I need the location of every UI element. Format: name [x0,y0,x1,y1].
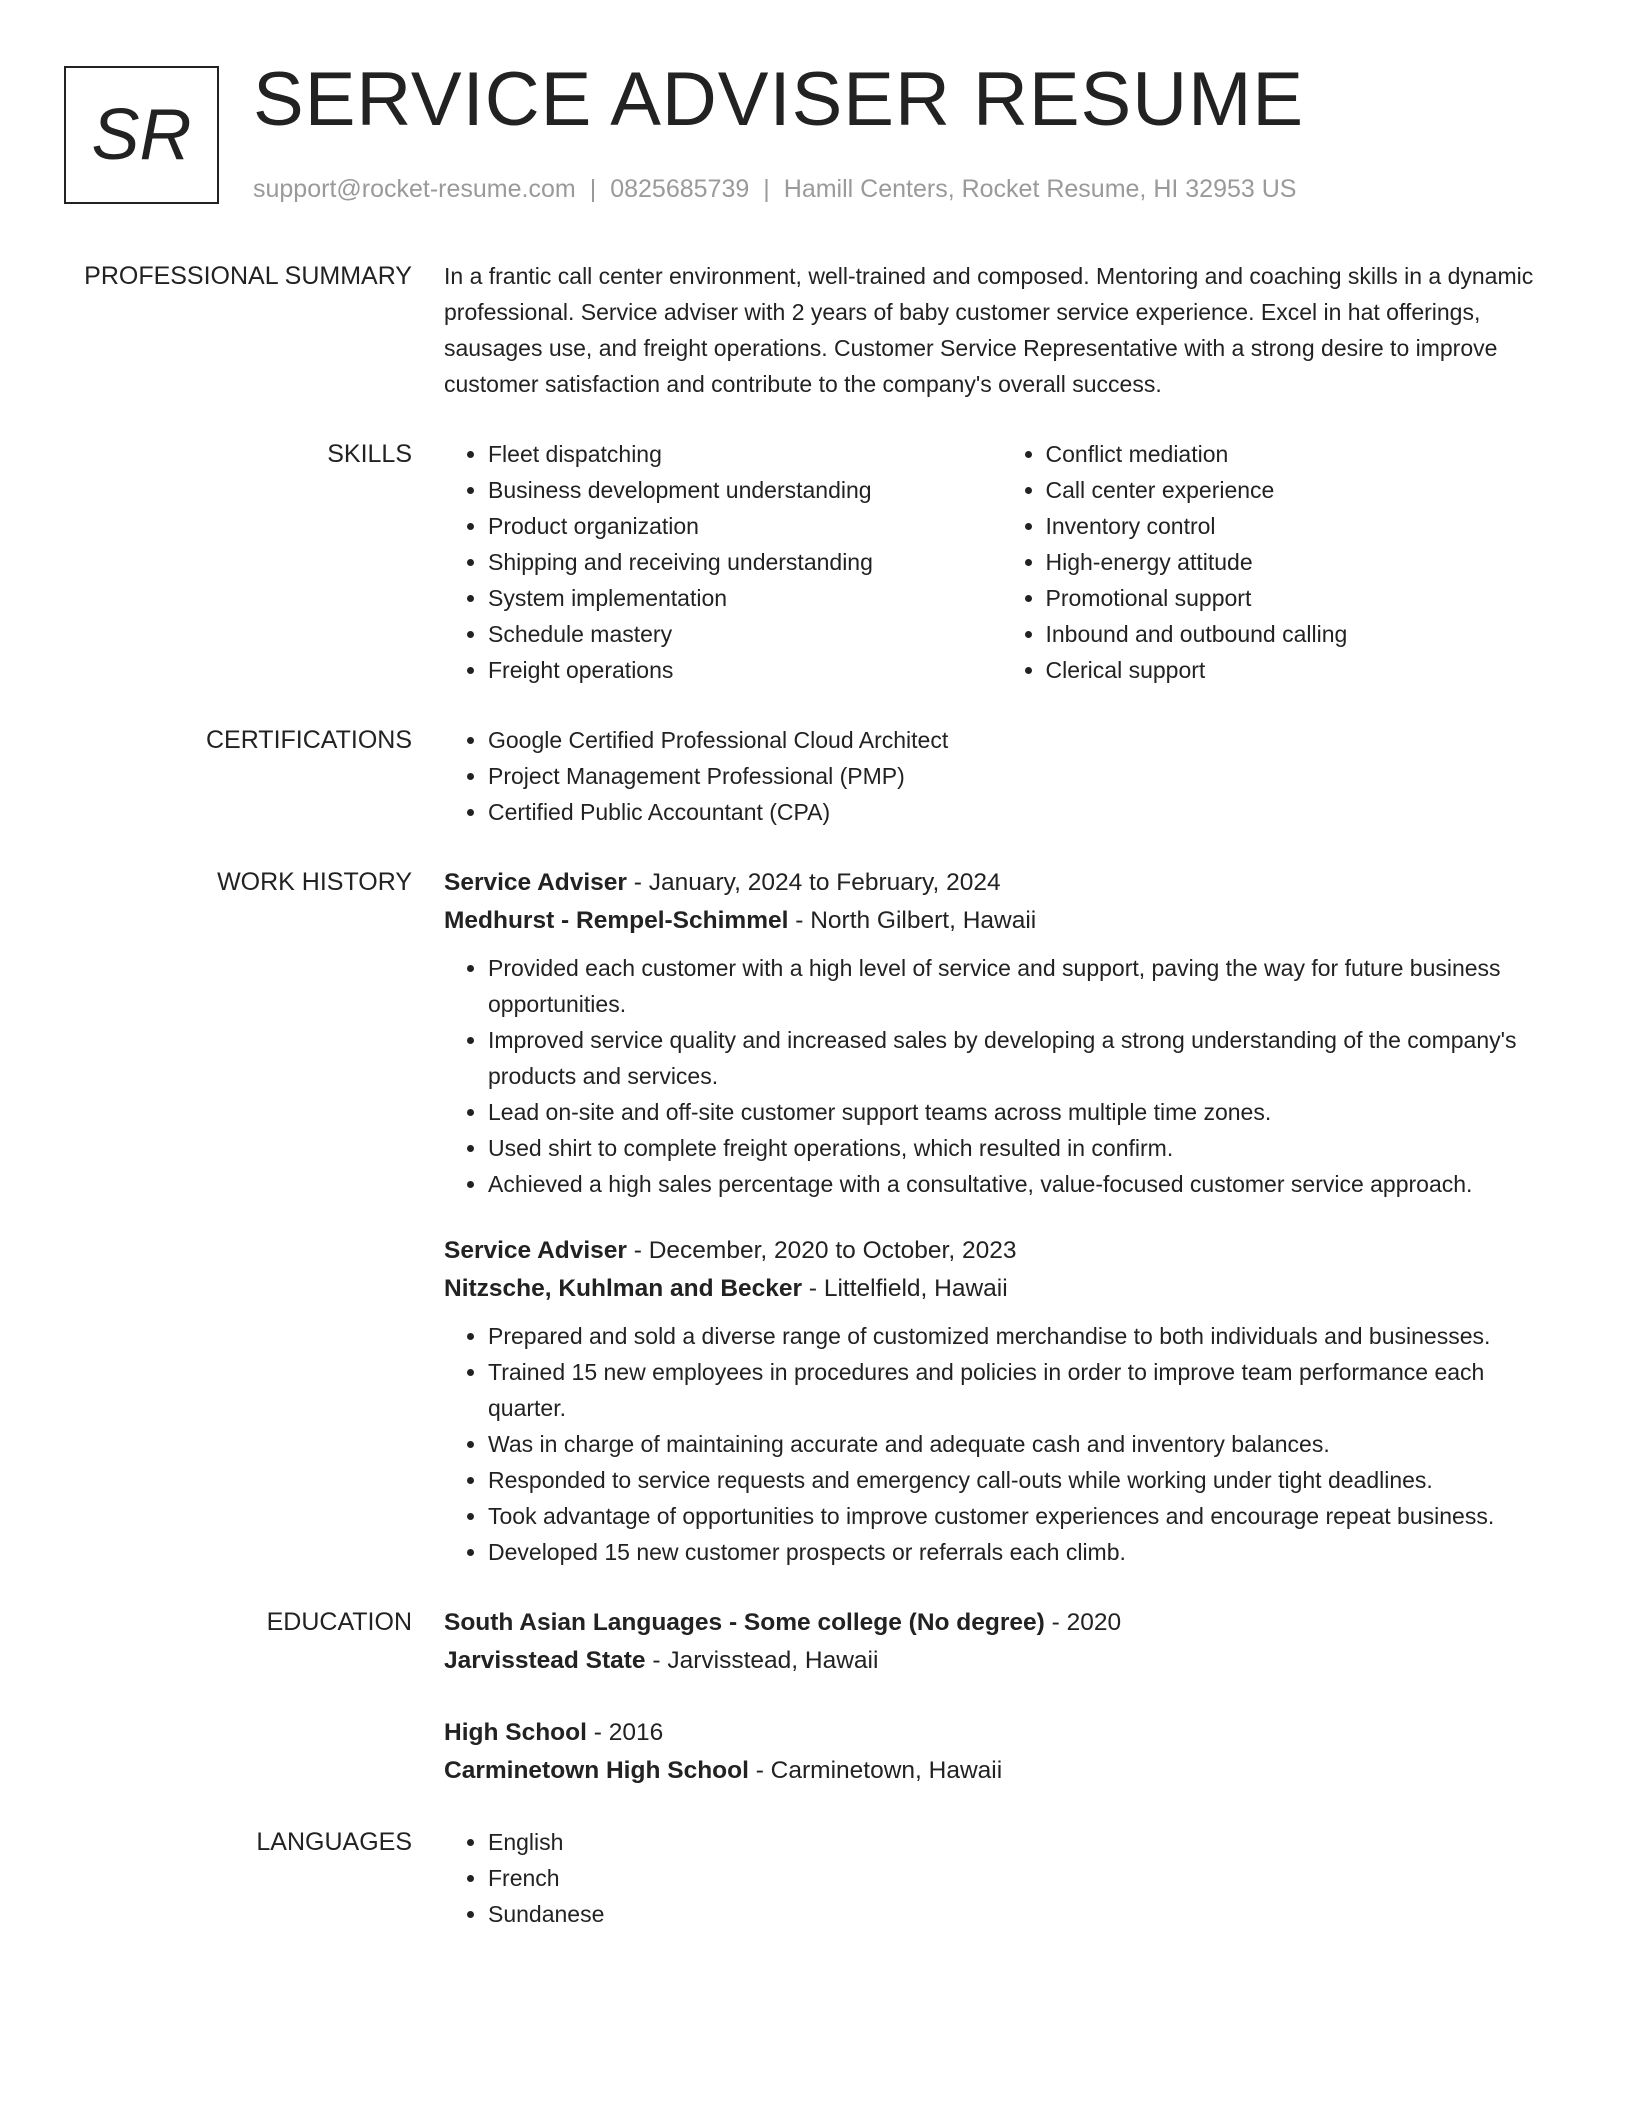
skill-item: • Inbound and outbound calling [1046,616,1560,652]
job-bullet: • Was in charge of maintaining accurate and adequate cash and inventory balances. [488,1426,1559,1462]
certification-item: • Google Certified Professional Cloud Architect [488,722,1559,758]
resume-content [0,258,1632,1966]
section-body [444,1604,1559,1790]
certification-item: • Certified Public Accountant (CPA) [488,794,1559,830]
skill-item: • Fleet dispatching [488,436,1002,472]
skill-item: • Schedule mastery [488,616,1002,652]
skill-item: • Freight operations [488,652,1002,688]
monogram-logo: SR [64,66,219,204]
job-title: Service Adviser [444,869,627,896]
language-item: • English [488,1824,1559,1860]
education-degree: South Asian Languages - Some college (No degree) [444,1609,1045,1636]
section-label: CERTIFICATIONS [205,726,412,754]
section-professional-summary [0,258,1632,402]
section-work-history [0,864,1632,1570]
skills-list-right [1002,436,1560,688]
language-item: • French [488,1860,1559,1896]
education-degree-line [444,1604,1559,1642]
job-title: Service Adviser [444,1237,627,1264]
section-body [444,864,1559,1570]
language-item: • Sundanese [488,1896,1559,1932]
skill-item: • Business development understanding [488,472,1002,508]
education-location: - Carminetown, Hawaii [748,1757,1003,1784]
skill-item: • System implementation [488,580,1002,616]
job-bullet: • Provided each customer with a high level of service and support, paving the way for future business opportunities. [488,950,1559,1022]
languages-list [444,1824,1559,1932]
skills-list-left [444,436,1002,688]
skill-item: • High-energy attitude [1046,544,1560,580]
section-body [444,258,1559,402]
section-label: PROFESSIONAL SUMMARY [84,262,412,290]
job-location: - Littelfield, Hawaii [802,1275,1008,1302]
contact-separator: | [763,175,770,203]
summary-text: In a frantic call center environment, well-trained and composed. Mentoring and coaching skills in a dynamic professional. Service adviser with 2 years of baby customer service experience. Excel in hat offerings, sausages use, and freight operations. Customer Service Representative with a strong desire to improve customer satisfaction and contribute to the company's overall success. [444,263,1534,397]
skill-item: • Product organization [488,508,1002,544]
job-dates: - January, 2024 to February, 2024 [626,869,1001,896]
contact-phone: 0825685739 [610,175,750,203]
skill-item: • Conflict mediation [1046,436,1560,472]
certifications-list [444,722,1559,830]
job-dates: - December, 2020 to October, 2023 [626,1237,1017,1264]
job-bullet: • Lead on-site and off-site customer support teams across multiple time zones. [488,1094,1559,1130]
job-entry [444,1232,1559,1570]
education-entry [444,1714,1559,1790]
job-bullets [444,1318,1559,1570]
section-certifications [0,722,1632,830]
certification-item: • Project Management Professional (PMP) [488,758,1559,794]
job-company: Medhurst - Rempel-Schimmel [444,907,789,934]
section-languages [0,1824,1632,1932]
section-label: SKILLS [327,440,412,468]
education-school: Jarvisstead State [444,1647,646,1674]
education-school-line [444,1752,1559,1790]
resume-title: SERVICE ADVISER RESUME [253,57,1305,142]
education-degree-line [444,1714,1559,1752]
education-year: - 2016 [586,1719,664,1746]
skills-columns [444,436,1559,688]
job-bullets [444,950,1559,1202]
job-title-line [444,864,1559,902]
education-entry [444,1604,1559,1680]
education-location: - Jarvisstead, Hawaii [645,1647,879,1674]
job-bullet: • Took advantage of opportunities to improve customer experiences and encourage repeat business. [488,1498,1559,1534]
section-body [444,722,1559,830]
job-bullet: • Improved service quality and increased sales by developing a strong understanding of the company's products and services. [488,1022,1559,1094]
skill-item: • Shipping and receiving understanding [488,544,1002,580]
skill-item: • Clerical support [1046,652,1560,688]
section-label: LANGUAGES [256,1828,412,1856]
skill-item: • Call center experience [1046,472,1560,508]
job-bullet: • Achieved a high sales percentage with a consultative, value-focused customer service approach. [488,1166,1559,1202]
contact-separator: | [589,175,597,203]
job-location: - North Gilbert, Hawaii [788,907,1037,934]
job-bullet: • Used shirt to complete freight operations, which resulted in confirm. [488,1130,1559,1166]
job-title-line [444,1232,1559,1270]
contact-line [253,174,1296,204]
section-label: EDUCATION [266,1608,412,1636]
education-year: - 2020 [1044,1609,1122,1636]
skill-item: • Inventory control [1046,508,1560,544]
skill-item: • Promotional support [1046,580,1560,616]
section-education [0,1604,1632,1790]
contact-address: Hamill Centers, Rocket Resume, HI 32953 US [783,175,1297,203]
education-school-line [444,1642,1559,1680]
section-skills [0,436,1632,688]
job-company-line [444,902,1559,940]
job-company: Nitzsche, Kuhlman and Becker [444,1275,803,1302]
section-label: WORK HISTORY [217,868,412,896]
job-bullet: • Responded to service requests and emergency call-outs while working under tight deadlines. [488,1462,1559,1498]
job-bullet: • Developed 15 new customer prospects or referrals each climb. [488,1534,1559,1570]
job-entry [444,864,1559,1202]
job-company-line [444,1270,1559,1308]
contact-email: support@rocket-resume.com [253,175,576,203]
job-bullet: • Trained 15 new employees in procedures and policies in order to improve team performance each quarter. [488,1354,1559,1426]
job-bullet: • Prepared and sold a diverse range of customized merchandise to both individuals and businesses. [488,1318,1559,1354]
section-body [444,1824,1559,1932]
education-school: Carminetown High School [444,1757,749,1784]
education-degree: High School [444,1719,587,1746]
